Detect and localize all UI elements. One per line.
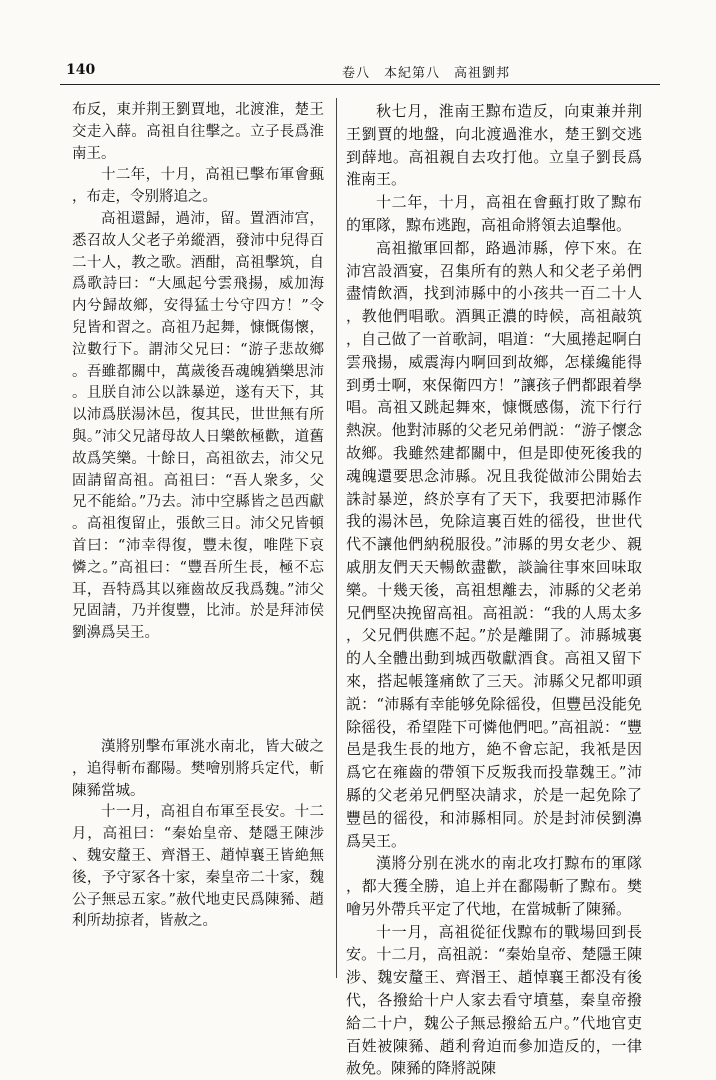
translation-paragraph: 十一月，高祖從征伐黥布的戰場回到長安。十二月，高祖説：“秦始皇帝、楚隱王陳涉、魏安釐王、齊湣王、趙悼襄王都没有後代，各撥給十户人家去看守墳墓，秦皇帝撥給二十户，魏公子無忌撥給五户。”代地官吏百姓被陳豨、趙利脅迫而參加造反的，一律赦免。陳豨的降將説陳 (346, 922, 642, 1078)
translation-paragraph: 秋七月，淮南王黥布造反，向東兼并荆王劉賈的地盤，向北渡過淮水，楚王劉交逃到薛地。高祖親自去攻打他。立皇子劉長爲淮南王。 (346, 102, 642, 189)
original-text-block-1 (72, 100, 324, 645)
original-paragraph: 高祖還歸，過沛，留。置酒沛宫，悉召故人父老子弟縱酒，發沛中兒得百二十人，教之歌。酒酣，高祖擊筑，自爲歌詩曰：“大風起兮雲飛揚，威加海内兮歸故鄉，安得猛士兮守四方！”令兒皆和習之。高祖乃起舞，慷慨傷懷，泣數行下。謂沛父兄曰：“游子悲故鄉。吾雖都關中，萬歲後吾魂魄猶樂思沛。且朕自沛公以誅暴逆，遂有天下，其以沛爲朕湯沐邑，復其民，世世無有所與。”沛父兄諸母故人日樂飲極歡，道舊故爲笑樂。十餘日，高祖欲去，沛父兄固請留高祖。高祖曰：“吾人衆多，父兄不能給。”乃去。沛中空縣皆之邑西獻。高祖復留止，張飲三日。沛父兄皆頓首曰：“沛幸得復，豐未復，唯陛下哀憐之。”高祖曰：“豐吾所生長，極不忘耳，吾特爲其以雍齒故反我爲魏。”沛父兄固請，乃并復豐，比沛。於是拜沛侯劉濞爲吴王。 (72, 210, 324, 642)
translation-paragraph: 高祖撤軍回都，路過沛縣，停下來。在沛宫設酒宴，召集所有的熟人和父老子弟們盡情飲酒，找到沛縣中的小孩共一百二十人，教他們唱歌。酒興正濃的時候，高祖敲筑，自己做了一首歌詞，唱道：“大風捲起啊白雲飛揚，威震海内啊回到故鄉，怎樣纔能得到勇士啊，來保衛四方！”讓孩子們都跟着學唱。高祖又跳起舞來，慷慨感傷，流下行行熱淚。他對沛縣的父老兄弟們説：“游子懷念故鄉。我雖然建都關中，但是即使死後我的魂魄還要思念沛縣。况且我從做沛公開始去誅討暴逆，終於享有了天下，我要把沛縣作我的湯沐邑，免除這裏百姓的徭役，世世代代不讓他們納税服役。”沛縣的男女老少、親戚朋友們天天暢飲盡歡，談論往事來回味取樂。十幾天後，高祖想離去，沛縣的父老弟兄們堅决挽留高祖。高祖説：“我的人馬太多，父兄們供應不起。”於是離開了。沛縣城裏的人全體出動到城西敬獻酒食。高祖又留下來，搭起帳篷痛飲了三天。沛縣父兄都叩頭説：“沛縣有幸能够免除徭役，但豐邑没能免除徭役，希望陛下可憐他們吧。”高祖説：“豐邑是我生長的地方，絶不會忘記，我衹是因爲它在雍齒的帶領下反叛我而投靠魏王。”沛縣的父老弟兄們堅决請求，於是一起免除了豐邑的徭役，和沛縣相同。於是封沛侯劉濞爲吴王。 (346, 238, 642, 850)
translation-column (346, 100, 642, 1080)
translation-paragraph: 十二年，十月，高祖在會甀打敗了黥布的軍隊，黥布逃跑，高祖命將領去追擊他。 (346, 193, 642, 234)
original-paragraph: 漢將别擊布軍洮水南北，皆大破之，追得斬布鄱陽。樊噲别將兵定代，斬陳豨當城。 (72, 739, 324, 799)
running-header (60, 62, 660, 85)
original-paragraph: 十二年，十月，高祖已擊布軍會甀，布走，令别將追之。 (72, 167, 324, 206)
original-text-block-2 (72, 737, 324, 933)
original-paragraph: 布反，東并荆王劉賈地，北渡淮，楚王交走入薛。高祖自往擊之。立子長爲淮南王。 (72, 102, 324, 162)
column-divider (336, 98, 337, 978)
running-title: 卷八 本紀第八 高祖劉邦 (342, 66, 511, 81)
translation-paragraph: 漢將分别在洮水的南北攻打黥布的軍隊，都大獲全勝，追上并在鄱陽斬了黥布。樊噲另外帶兵平定了代地，在當城斬了陳豨。 (346, 854, 642, 918)
original-paragraph: 十一月，高祖自布軍至長安。十二月，高祖曰：“秦始皇帝、楚隱王陳涉、魏安釐王、齊湣王、趙悼襄王皆絶無後，予守冢各十家，秦皇帝二十家，魏公子無忌五家。”赦代地吏民爲陳豨、趙利所劫掠者，皆赦之。 (72, 804, 324, 930)
page-number: 140 (66, 62, 96, 78)
